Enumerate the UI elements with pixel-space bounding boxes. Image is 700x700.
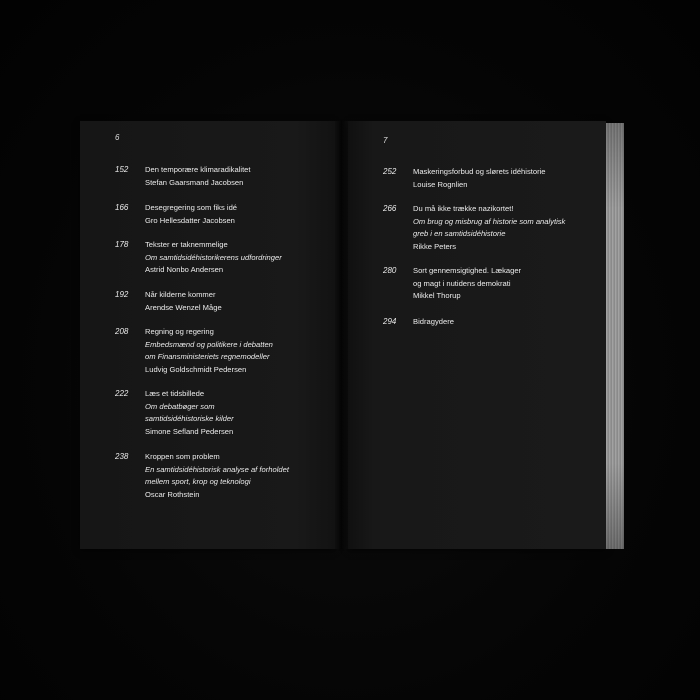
toc-title: Tekster er taknemmelige (145, 240, 228, 249)
toc-title-continued: og magt i nutidens demokrati (413, 278, 511, 288)
toc-title: Regning og regering (145, 327, 214, 336)
toc-subtitle: Embedsmænd og politikere i debatten (145, 339, 273, 349)
toc-subtitle: En samtidsidéhistorisk analyse af forholdet (145, 464, 289, 474)
toc-subtitle: Om samtidsidéhistorikerens udfordringer (145, 252, 282, 262)
left-page (80, 121, 335, 549)
toc-page-number: 192 (115, 290, 129, 299)
toc-page-number: 178 (115, 240, 129, 249)
toc-subtitle: mellem sport, krop og teknologi (145, 477, 251, 487)
toc-author: Stefan Gaarsmand Jacobsen (145, 177, 244, 187)
toc-page-number: 152 (115, 165, 129, 174)
toc-title: Maskeringsforbud og slørets idéhistorie (413, 167, 546, 176)
toc-page-number: 294 (383, 317, 397, 326)
toc-title: Bidragydere (413, 317, 454, 326)
toc-subtitle: samtidsidéhistoriske kilder (145, 414, 234, 424)
toc-page-number: 208 (115, 327, 129, 336)
page-edges-shade (606, 123, 624, 549)
right-page (348, 121, 606, 549)
toc-page-number: 280 (383, 266, 397, 275)
toc-subtitle: Om debatbøger som (145, 401, 215, 411)
right-page-number: 7 (383, 136, 388, 145)
toc-page-number: 238 (115, 452, 129, 461)
toc-page-number: 166 (115, 203, 129, 212)
toc-title: Sort gennemsigtighed. Lækager (413, 266, 522, 275)
toc-subtitle: greb i en samtidsidéhistorie (413, 229, 506, 239)
toc-subtitle: Om brug og misbrug af historie som analytisk (413, 216, 566, 226)
toc-author: Ludvig Goldschmidt Pedersen (145, 364, 247, 374)
toc-author: Arendse Wenzel Måge (145, 302, 222, 312)
book-gutter (335, 121, 348, 549)
left-page-number: 6 (115, 133, 120, 142)
toc-title: Desegregering som fiks idé (145, 203, 238, 212)
open-book (80, 121, 625, 551)
toc-author: Rikke Peters (413, 241, 457, 251)
toc-author: Oscar Rothstein (145, 489, 200, 499)
toc-title: Når kilderne kommer (145, 290, 216, 299)
toc-page-number: 266 (383, 204, 397, 213)
toc-title: Den temporære klimaradikalitet (145, 165, 251, 174)
toc-author: Astrid Nonbo Andersen (145, 265, 224, 275)
toc-title: Læs et tidsbillede (145, 389, 205, 398)
toc-page-number: 252 (383, 167, 397, 176)
toc-subtitle: om Finansministeriets regnemodeller (145, 352, 270, 362)
toc-author: Louise Rognlien (413, 179, 468, 189)
toc-title: Du må ikke trække nazikortet! (413, 204, 514, 213)
toc-page-number: 222 (115, 389, 129, 398)
toc-author: Gro Hellesdatter Jacobsen (145, 215, 235, 225)
toc-title: Kroppen som problem (145, 452, 220, 461)
toc-author: Mikkel Thorup (413, 291, 461, 301)
toc-author: Simone Sefland Pedersen (145, 426, 234, 436)
